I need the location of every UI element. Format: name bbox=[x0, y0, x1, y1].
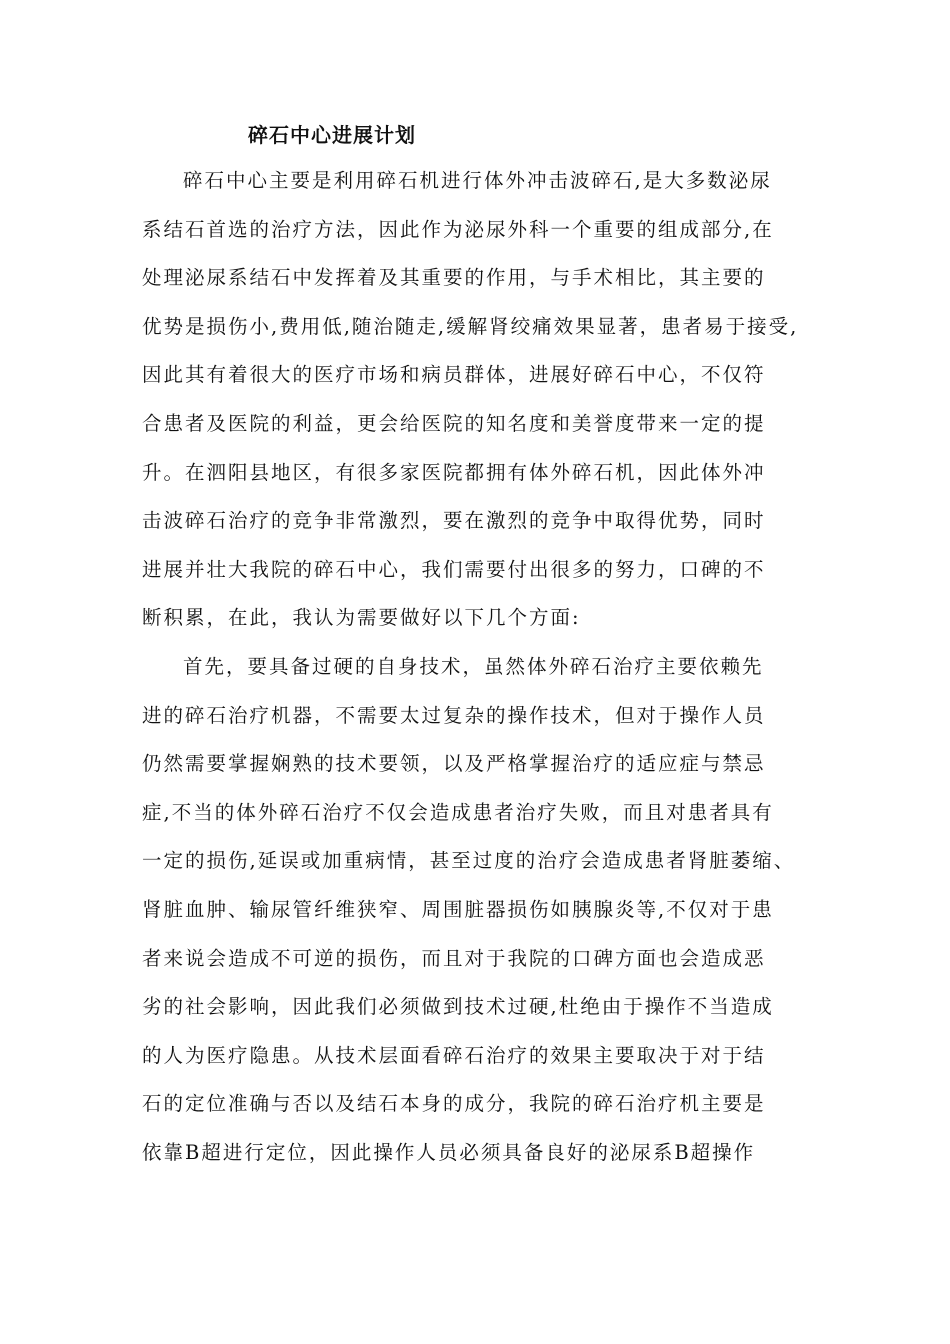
text-line: 症,不当的体外碎石治疗不仅会造成患者治疗失败，而且对患者具有 bbox=[142, 800, 774, 824]
text-line: 的人为医疗隐患。从技术层面看碎石治疗的效果主要取决于对于结 bbox=[142, 1043, 766, 1067]
text-line: 因此其有着很大的医疗市场和病员群体，进展好碎石中心，不仅符 bbox=[142, 363, 766, 387]
document-body bbox=[142, 157, 822, 1177]
text-line: 处理泌尿系结石中发挥着及其重要的作用，与手术相比，其主要的 bbox=[142, 266, 766, 290]
text-line: 系结石首选的治疗方法，因此作为泌尿外科一个重要的组成部分,在 bbox=[142, 217, 774, 241]
text-line: 肾脏血肿、输尿管纤维狭窄、周围脏器损伤如胰腺炎等,不仅对于患 bbox=[142, 897, 774, 921]
text-line: 石的定位准确与否以及结石本身的成分，我院的碎石治疗机主要是 bbox=[142, 1092, 766, 1116]
text-line: 进展并壮大我院的碎石中心，我们需要付出很多的努力，口碑的不 bbox=[142, 557, 766, 581]
text-line: 者来说会造成不可逆的损伤，而且对于我院的口碑方面也会造成恶 bbox=[142, 946, 766, 970]
text-line: 依靠B超进行定位，因此操作人员必须具备良好的泌尿系B超操作 bbox=[142, 1140, 756, 1164]
text-line: 优势是损伤小,费用低,随治随走,缓解肾绞痛效果显著，患者易于接受, bbox=[142, 314, 799, 338]
text-line: 碎石中心主要是利用碎石机进行体外冲击波碎石,是大多数泌尿 bbox=[183, 169, 772, 192]
text-line: 断积累，在此，我认为需要做好以下几个方面: bbox=[142, 606, 581, 630]
text-line: 仍然需要掌握娴熟的技术要领，以及严格掌握治疗的适应症与禁忌 bbox=[142, 752, 766, 776]
document-title: 碎石中心进展计划 bbox=[248, 123, 416, 147]
text-line: 劣的社会影响，因此我们必须做到技术过硬,杜绝由于操作不当造成 bbox=[142, 995, 774, 1019]
text-line: 首先，要具备过硬的自身技术，虽然体外碎石治疗主要依赖先 bbox=[183, 654, 764, 678]
text-line: 进的碎石治疗机器，不需要太过复杂的操作技术，但对于操作人员 bbox=[142, 703, 766, 727]
text-line: 一定的损伤,延误或加重病情，甚至过度的治疗会造成患者肾脏萎缩、 bbox=[142, 849, 796, 873]
text-line: 合患者及医院的利益，更会给医院的知名度和美誉度带来一定的提 bbox=[142, 411, 766, 435]
text-line: 击波碎石治疗的竞争非常激烈，要在激烈的竞争中取得优势，同时 bbox=[142, 509, 766, 533]
text-line: 升。在泗阳县地区，有很多家医院都拥有体外碎石机，因此体外冲 bbox=[142, 460, 766, 484]
